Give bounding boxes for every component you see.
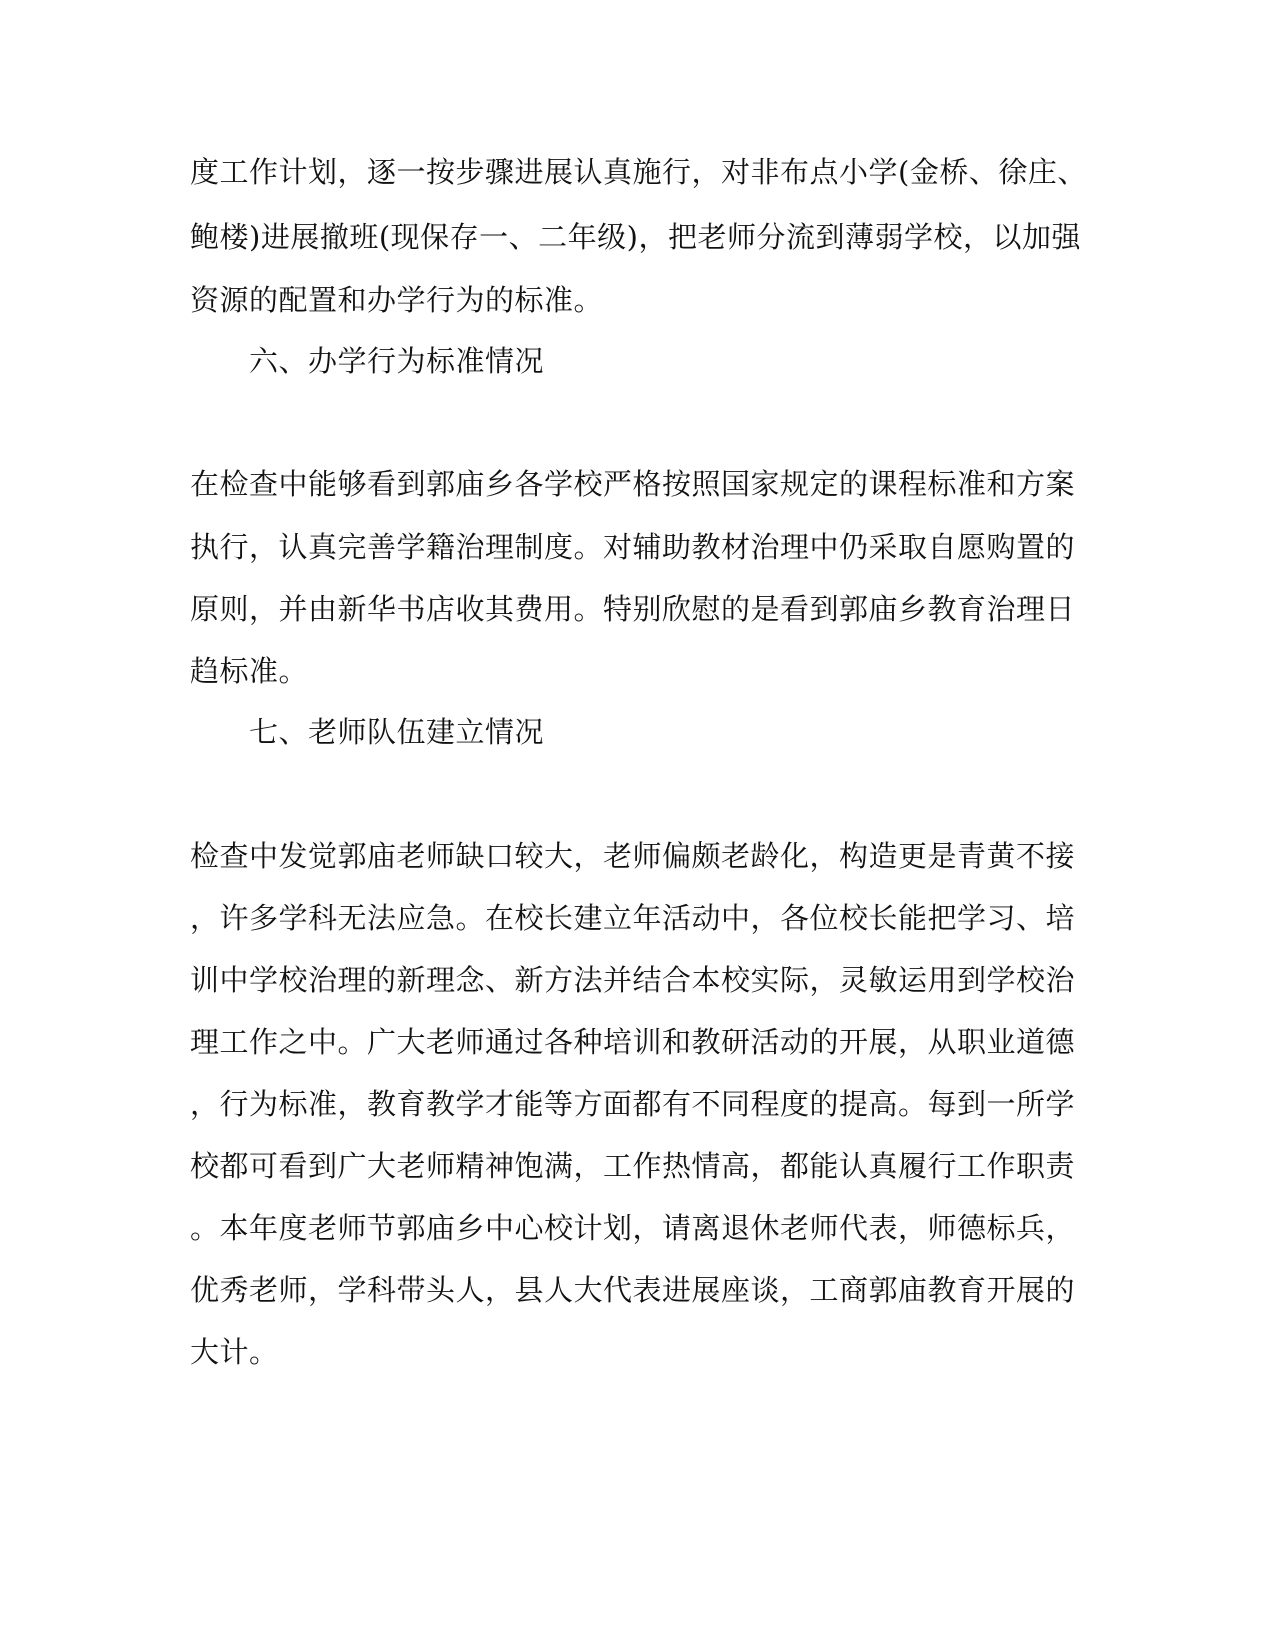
paragraph-line: 资源的配置和办学行为的标准。 xyxy=(190,283,604,317)
paragraph-line: 原则，并由新华书店收其费用。特别欣慰的是看到郭庙乡教育治理日 xyxy=(190,592,1076,626)
paragraph-line: 优秀老师，学科带头人，县人大代表进展座谈，工商郭庙教育开展的 xyxy=(190,1273,1076,1307)
paragraph-line: 在检查中能够看到郭庙乡各学校严格按照国家规定的课程标准和方案 xyxy=(190,467,1076,501)
paragraph-line: 执行，认真完善学籍治理制度。对辅助教材治理中仍采取自愿购置的 xyxy=(190,530,1076,564)
paragraph-line: 大计。 xyxy=(190,1335,279,1369)
paragraph-line: 检查中发觉郭庙老师缺口较大，老师偏颇老龄化，构造更是青黄不接 xyxy=(190,839,1076,873)
paragraph-line: 趋标准。 xyxy=(190,654,309,688)
paragraph-line: 鲍楼)进展撤班(现保存一、二年级)，把老师分流到薄弱学校，以加强 xyxy=(190,220,1081,254)
section-heading: 七、老师队伍建立情况 xyxy=(249,715,545,749)
paragraph-line: 训中学校治理的新理念、新方法并结合本校实际，灵敏运用到学校治 xyxy=(190,963,1076,997)
paragraph-line: 校都可看到广大老师精神饱满，工作热情高，都能认真履行工作职责 xyxy=(190,1149,1076,1183)
section-heading: 六、办学行为标准情况 xyxy=(249,344,545,378)
paragraph-line: ，许多学科无法应急。在校长建立年活动中，各位校长能把学习、培 xyxy=(190,901,1076,935)
paragraph-line: 。本年度老师节郭庙乡中心校计划，请离退休老师代表，师德标兵， xyxy=(190,1211,1076,1245)
paragraph-line: 度工作计划，逐一按步骤进展认真施行，对非布点小学(金桥、徐庄、 xyxy=(190,155,1087,189)
paragraph-line: ，行为标准，教育教学才能等方面都有不同程度的提高。每到一所学 xyxy=(190,1087,1076,1121)
paragraph-line: 理工作之中。广大老师通过各种培训和教研活动的开展，从职业道德 xyxy=(190,1025,1076,1059)
